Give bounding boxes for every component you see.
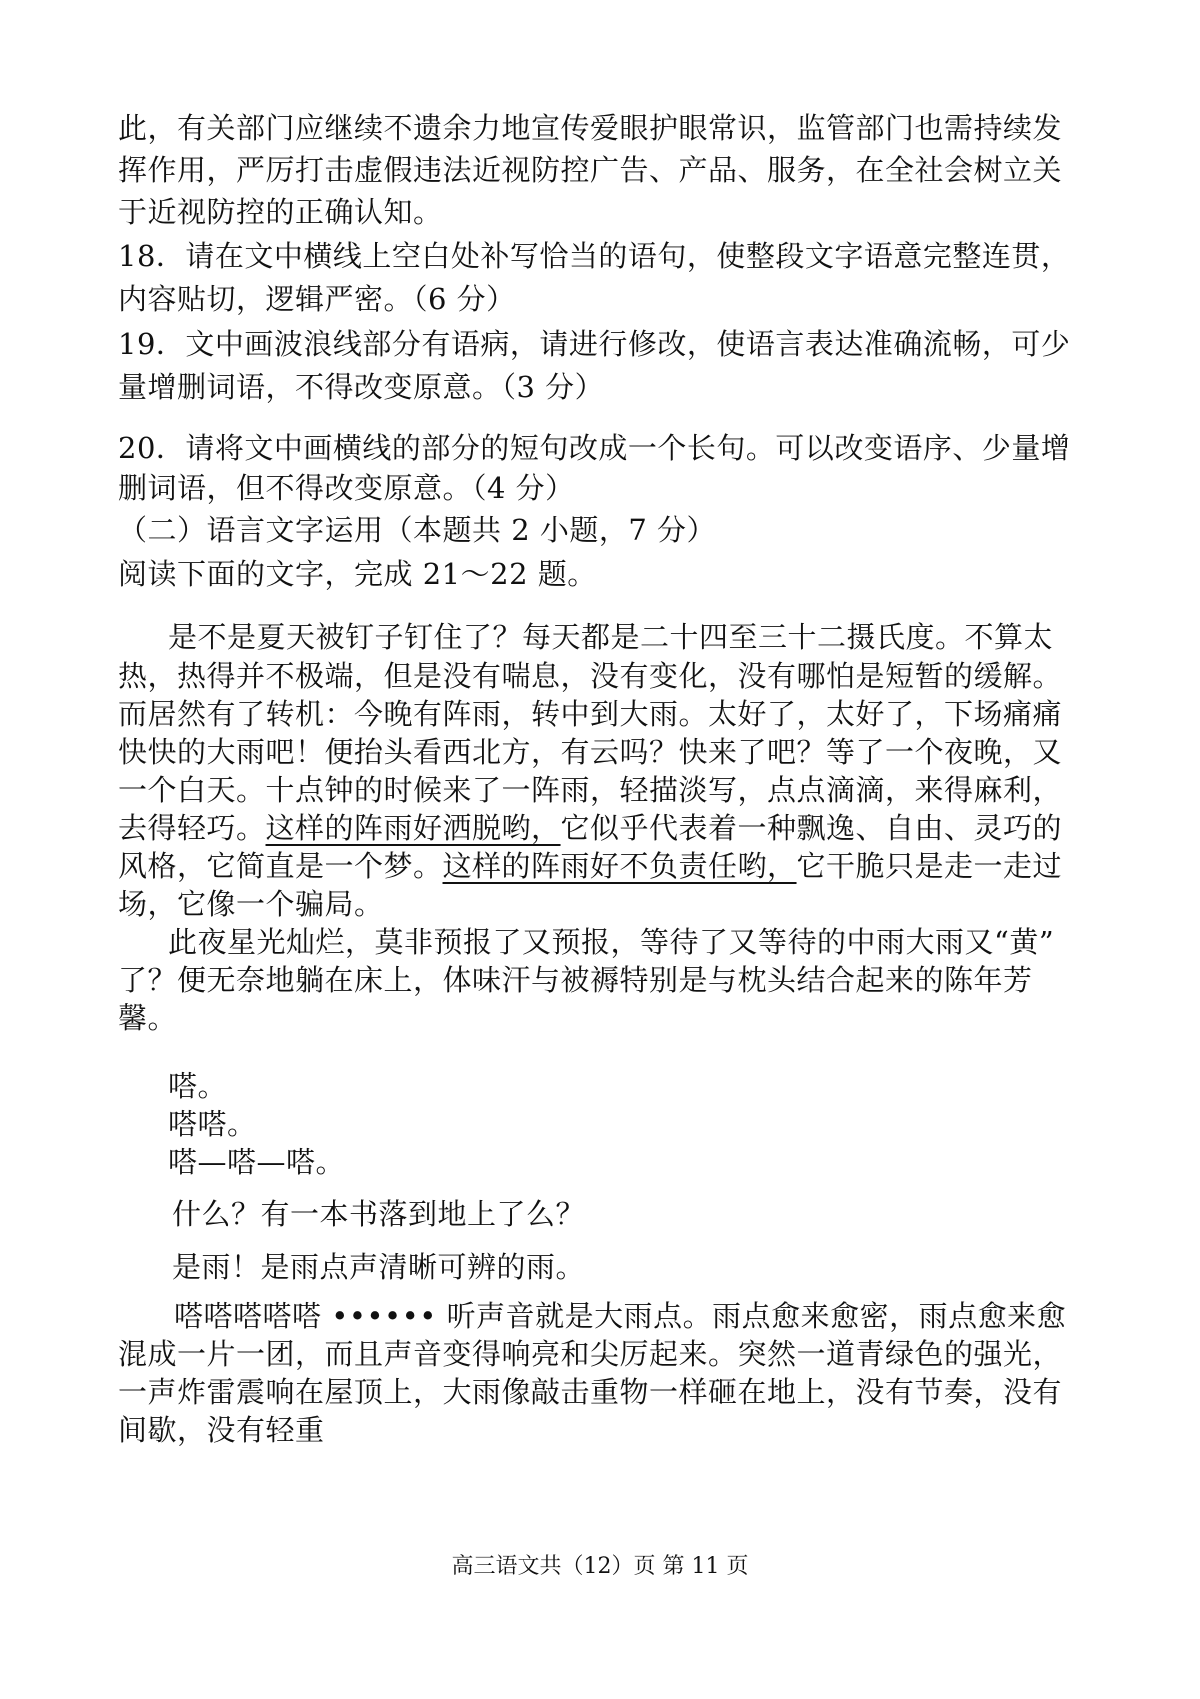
passage-p1-line-6 bbox=[118, 808, 1078, 848]
passage-p1-line-2: 热，热得并不极端，但是没有喘息，没有变化，没有哪怕是短暂的缓解。 bbox=[118, 659, 1063, 693]
passage-p7: 是雨！是雨点声清晰可辨的雨。 bbox=[172, 1250, 586, 1284]
passage-p6: 什么？有一本书落到地上了么？ bbox=[172, 1197, 586, 1231]
passage-p1-line-7 bbox=[118, 846, 1078, 886]
passage-p1-line-3: 而居然有了转机：今晚有阵雨，转中到大雨。太好了，太好了，下场痛痛 bbox=[118, 697, 1063, 731]
question-19-line-2: 量增删词语，不得改变原意。（3 分） bbox=[118, 370, 605, 404]
passage-text: 它似乎代表着一种飘逸、自由、灵巧的 bbox=[560, 811, 1063, 845]
section-instruction: 阅读下面的文字，完成 21～22 题。 bbox=[118, 557, 597, 591]
passage-p2-line-2: 了？便无奈地躺在床上，体味汗与被褥特别是与枕头结合起来的陈年芳 bbox=[118, 963, 1033, 997]
prev-passage-line-1: 此，有关部门应继续不遗余力地宣传爱眼护眼常识，监管部门也需持续发 bbox=[118, 111, 1063, 145]
passage-p8-line-3: 一声炸雷震响在屋顶上，大雨像敲击重物一样砸在地上，没有节奏，没有 bbox=[118, 1375, 1063, 1409]
question-18-line-1: 18．请在文中横线上空白处补写恰当的语句，使整段文字语意完整连贯， bbox=[118, 239, 1071, 273]
question-19-line-1: 19．文中画波浪线部分有语病，请进行修改，使语言表达准确流畅，可少 bbox=[118, 327, 1071, 361]
section-heading: （二）语言文字运用（本题共 2 小题，7 分） bbox=[118, 513, 717, 547]
passage-p1-line-5: 一个白天。十点钟的时候来了一阵雨，轻描淡写，点点滴滴，来得麻利， bbox=[118, 773, 1063, 807]
passage-p8-line-1: 嗒嗒嗒嗒嗒 •••••• 听声音就是大雨点。雨点愈来愈密，雨点愈来愈 bbox=[174, 1299, 1067, 1333]
question-20-line-1: 20．请将文中画横线的部分的短句改成一个长句。可以改变语序、少量增 bbox=[118, 431, 1071, 465]
passage-p8-line-2: 混成一片一团，而且声音变得响亮和尖厉起来。突然一道青绿色的强光， bbox=[118, 1337, 1063, 1371]
passage-text: 去得轻巧。 bbox=[118, 811, 266, 845]
page-footer: 高三语文共（12）页 第 11 页 bbox=[451, 1554, 749, 1579]
passage-p1-line-8: 场，它像一个骗局。 bbox=[118, 887, 384, 921]
question-20-line-2: 删词语，但不得改变原意。（4 分） bbox=[118, 471, 575, 505]
passage-p2-line-1: 此夜星光灿烂，莫非预报了又预报，等待了又等待的中雨大雨又“黄” bbox=[168, 925, 1055, 959]
passage-p8-line-4: 间歇，没有轻重 bbox=[118, 1413, 325, 1447]
passage-p1-line-4: 快快的大雨吧！便抬头看西北方，有云吗？快来了吧？等了一个夜晚，又 bbox=[118, 735, 1063, 769]
question-18-line-2: 内容贴切，逻辑严密。（6 分） bbox=[118, 282, 516, 316]
underlined-sentence-2: 这样的阵雨好不负责任哟， bbox=[442, 849, 797, 883]
passage-p3: 嗒。 bbox=[168, 1069, 228, 1103]
prev-passage-line-3: 于近视防控的正确认知。 bbox=[118, 195, 443, 229]
passage-text: 风格，它简直是一个梦。 bbox=[118, 849, 443, 883]
underlined-sentence-1: 这样的阵雨好洒脱哟， bbox=[265, 811, 561, 845]
passage-p4: 嗒嗒。 bbox=[168, 1107, 257, 1141]
passage-p2-line-3: 馨。 bbox=[118, 1001, 178, 1035]
prev-passage-line-2: 挥作用，严厉打击虚假违法近视防控广告、产品、服务，在全社会树立关 bbox=[118, 153, 1063, 187]
passage-p1-line-1: 是不是夏天被钉子钉住了？每天都是二十四至三十二摄氏度。不算太 bbox=[168, 620, 1054, 654]
passage-p5: 嗒—嗒—嗒。 bbox=[168, 1145, 346, 1179]
passage-text: 它干脆只是走一走过 bbox=[796, 849, 1063, 883]
